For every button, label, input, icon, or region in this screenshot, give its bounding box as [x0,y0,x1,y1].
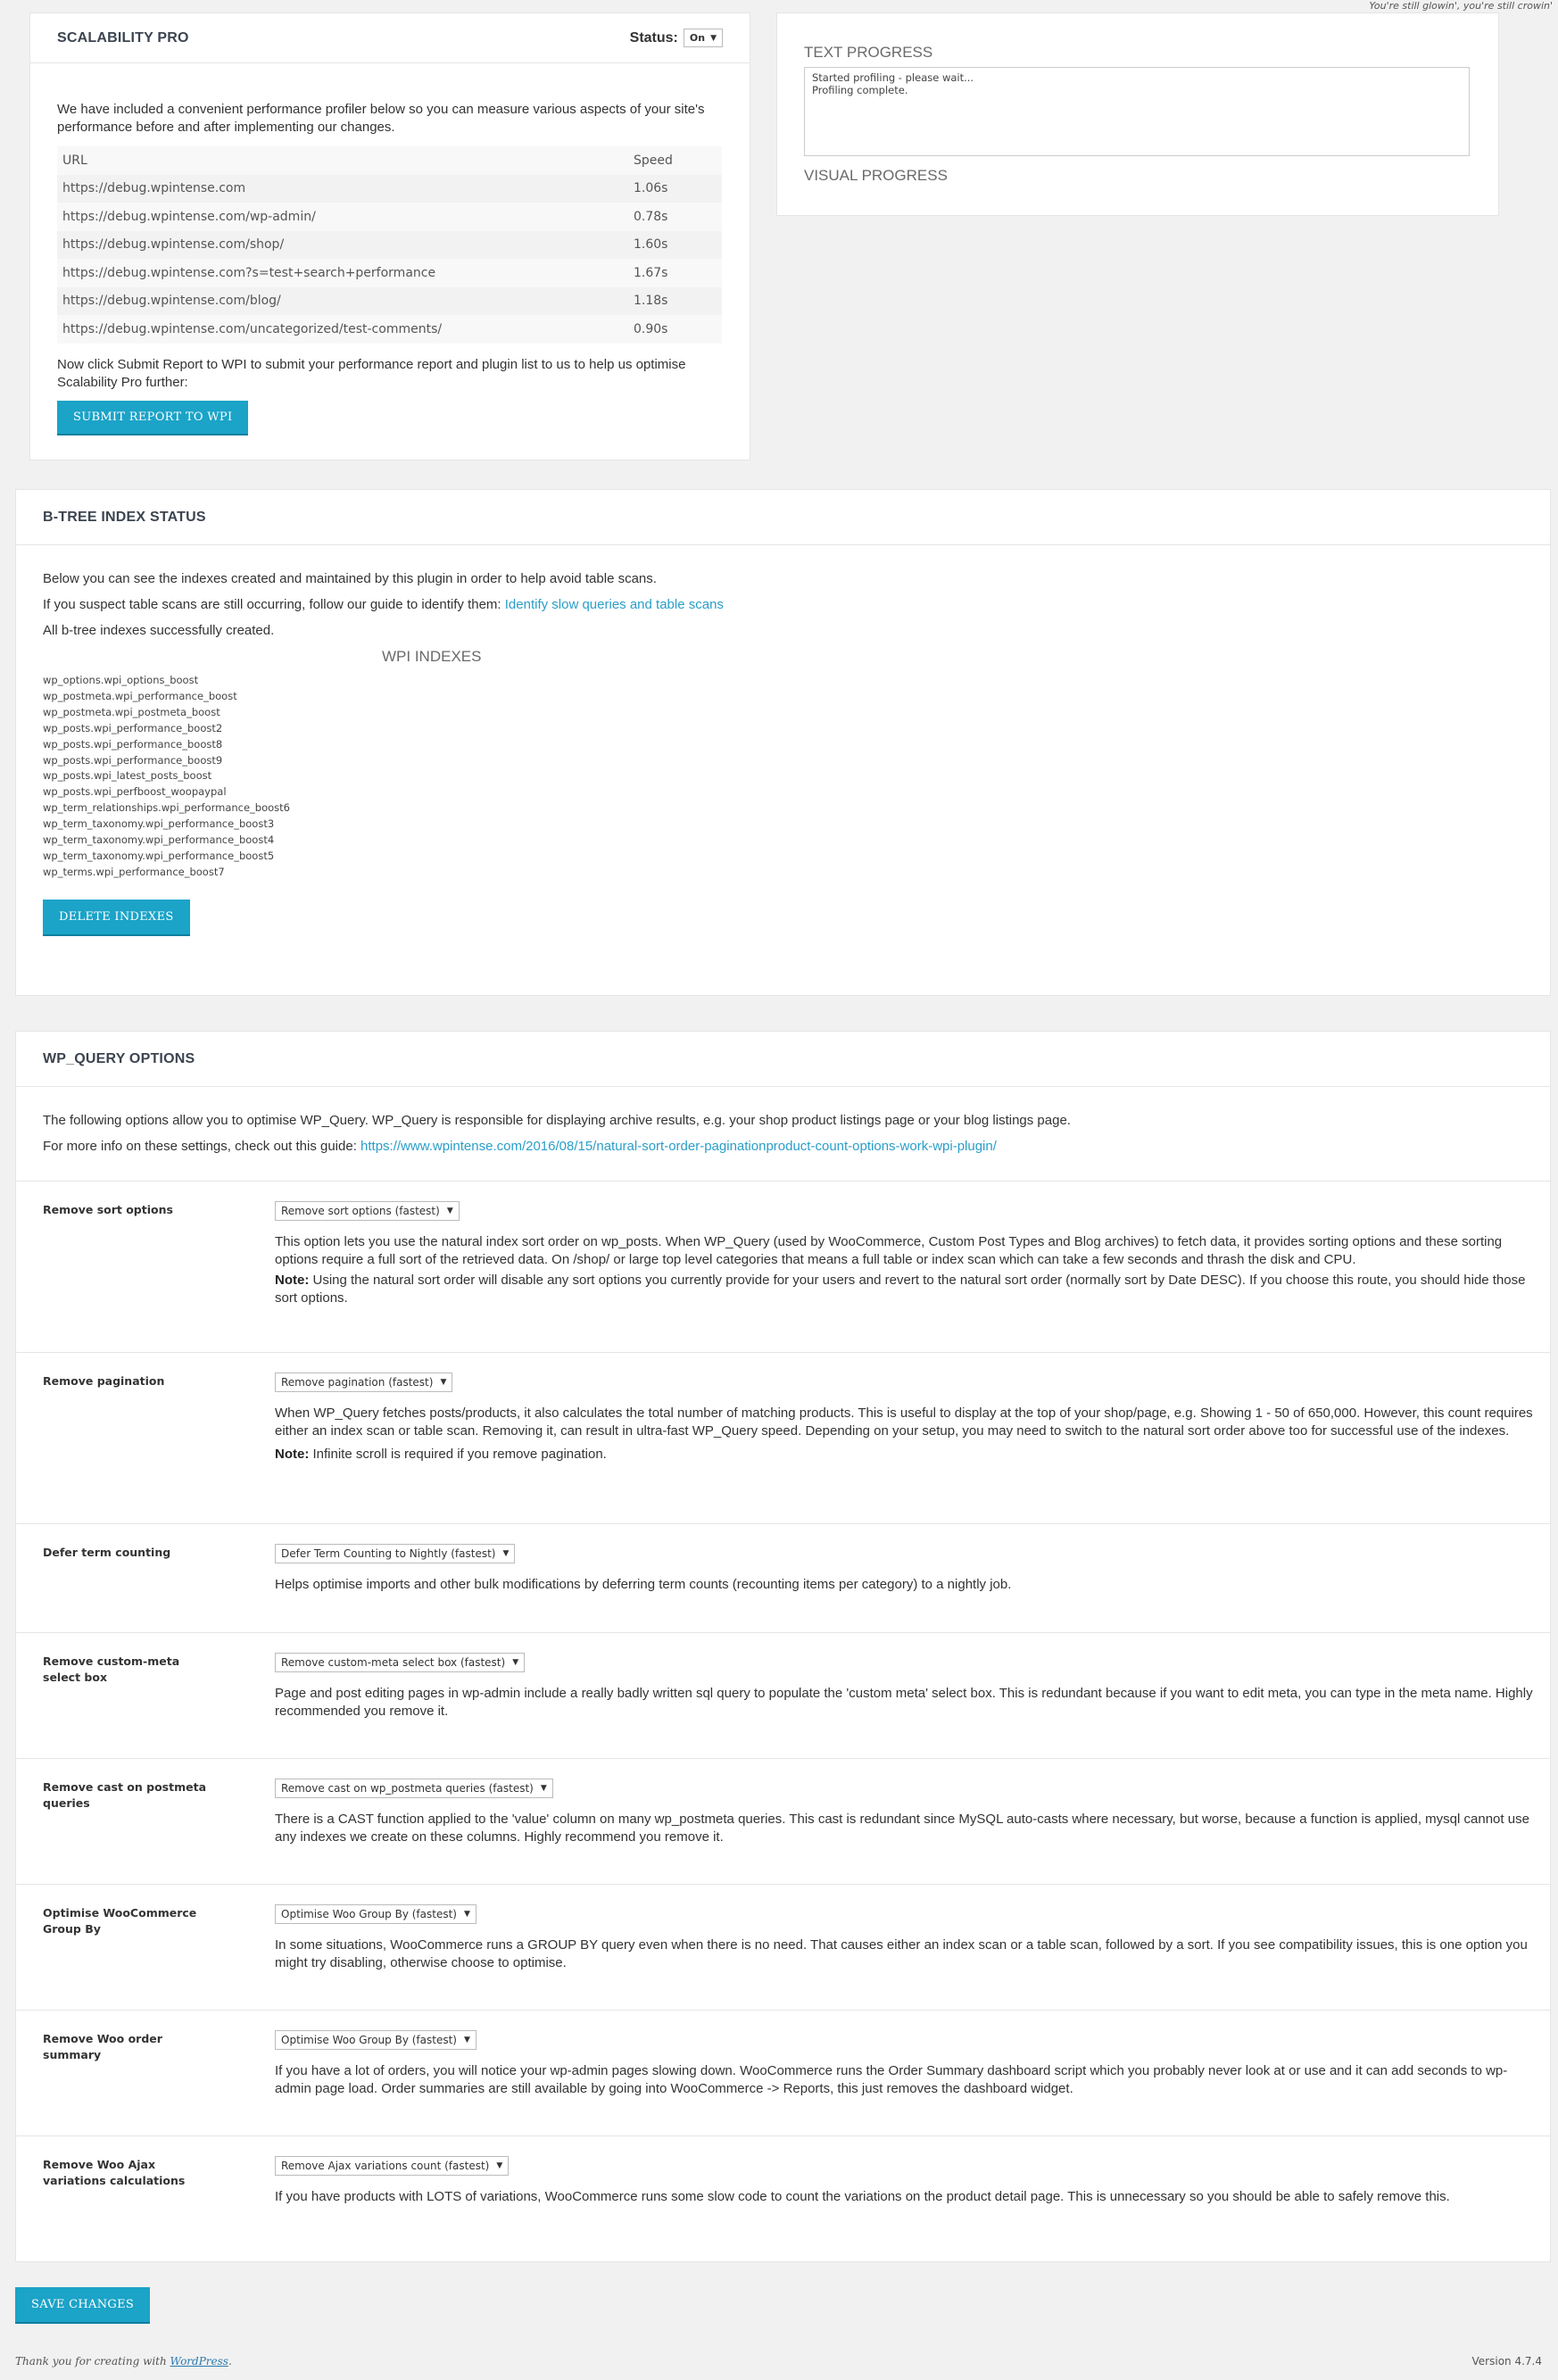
speed-header: Speed [628,146,722,175]
option-woo-order-summary [16,2011,1550,2136]
wpquery-card [15,1031,1551,2262]
note-text: Infinite scroll is required if you remove pagination. [309,1447,607,1462]
option-description: If you have a lot of orders, you will notice your wp-admin pages slowing down. WooCommerce runs the Order Summary dashboard script which you probably never look at or use and it can add seconds to wp-admin page load. Order summaries are still available by going into WooCommerce -> Reports, this just removes the dashboard widget. [275,2063,1508,2096]
option-woo-ajax-variations [16,2136,1550,2262]
card-title: WP_QUERY OPTIONS [43,1050,195,1066]
dropdown-arrow-icon: ▼ [496,2161,503,2170]
option-description: There is a CAST function applied to the 'value' column on many wp_postmeta queries. This cast is redundant since MySQL auto-casts where necessary, but worse, because a function is applied, mysql cannot use any indexes we create on these columns. Highly recommend you remove it. [275,1812,1529,1845]
identify-slow-queries-link[interactable]: Identify slow queries and table scans [504,597,724,612]
list-item: wp_term_taxonomy.wpi_performance_boost3 [43,817,275,831]
woo-order-summary-select[interactable] [275,2030,477,2050]
row-speed: 1.67s [628,259,722,287]
table-header-row [57,146,722,175]
table-row [57,175,722,203]
defer-term-counting-select[interactable] [275,1544,515,1563]
woo-ajax-variations-select[interactable] [275,2156,509,2176]
status-select[interactable] [684,29,723,47]
select-value: Remove custom-meta select box (fastest) [281,1656,506,1669]
visual-progress-label: VISUAL PROGRESS [804,167,948,184]
footer-version: Version 4.7.4 [1471,2355,1542,2368]
option-remove-cast [16,1759,1550,1885]
remove-cast-select[interactable] [275,1779,553,1798]
option-label: Remove pagination [43,1374,165,1388]
option-description: Page and post editing pages in wp-admin include a really badly written sql query to populate the 'custom meta' select box. This is redundant because if you want to edit meta, you can type in the meta name. Highly recommended you remove it. [275,1686,1533,1719]
wpquery-intro: The following options allow you to optimise WP_Query. WP_Query is responsible for displaying archive results, e.g. your shop product listings page or your blog listings page. [43,1113,1071,1128]
option-description: When WP_Query fetches posts/products, it also calculates the total number of matching products. This is useful to display at the top of your shop/page, e.g. Showing 1 - 50 of 650,000. However, this count requires either an index scan or table scan. Removing it, can result in ultra-fast WP_Query speed. Depending on your setup, you may need to switch to the natural sort order above too for successful use of the indexes. [275,1406,1533,1439]
option-remove-pagination [16,1353,1550,1524]
option-woo-group-by [16,1885,1550,2011]
btree-card [15,489,1551,996]
footer-period: . [228,2355,232,2368]
remove-sort-select[interactable] [275,1201,460,1221]
table-row [57,259,722,287]
list-item: wp_postmeta.wpi_performance_boost [43,689,237,702]
text-progress-area[interactable] [804,67,1470,156]
select-value: Optimise Woo Group By (fastest) [281,2034,457,2046]
list-item: wp_term_taxonomy.wpi_performance_boost4 [43,833,275,847]
option-label: Optimise WooCommerce Group By [43,1906,197,1936]
btree-intro: Below you can see the indexes created and maintained by this plugin in order to help avoid table scans. [43,571,657,586]
dropdown-arrow-icon: ▼ [463,1910,470,1919]
option-description: This option lets you use the natural index sort order on wp_posts. When WP_Query (used by WooCommerce, Custom Post Types and Blog archives) to fetch data, it provides sorting options and these sorting options require a full sort of the retrieved data. On /shop/ or large top level categories that means a full table or index scan which can take a few seconds and thrash the disk and CPU. [275,1234,1503,1267]
dropdown-arrow-icon: ▼ [512,1658,519,1667]
remove-pagination-select[interactable] [275,1372,452,1392]
table-row [57,315,722,344]
row-url: https://debug.wpintense.com/uncategorized/test-comments/ [57,315,628,344]
row-speed: 1.60s [628,231,722,260]
option-label: Remove custom-meta select box [43,1654,180,1684]
list-item: wp_posts.wpi_latest_posts_boost [43,769,212,783]
row-url: https://debug.wpintense.com [57,175,628,203]
row-url: https://debug.wpintense.com/wp-admin/ [57,203,628,231]
woo-group-by-select[interactable] [275,1904,477,1924]
dropdown-arrow-icon: ▼ [710,33,717,43]
option-remove-custom-meta [16,1633,1550,1759]
dropdown-arrow-icon: ▼ [540,1784,547,1793]
scalability-pro-card [29,12,750,460]
row-speed: 0.78s [628,203,722,231]
table-row [57,231,722,260]
footer-credit-text: Thank you for creating with [15,2355,170,2368]
profiler-intro: We have included a convenient performance profiler below so you can measure various aspects of your site's performance before and after implementing our changes. [57,102,705,135]
select-value: Remove pagination (fastest) [281,1376,434,1389]
submit-instructions: Now click Submit Report to WPI to submit your performance report and plugin list to us to help us optimise Scalability Pro further: [57,357,686,390]
dropdown-arrow-icon: ▼ [463,2036,470,2044]
option-description: In some situations, WooCommerce runs a GROUP BY query even when there is no need. That causes either an index scan or a table scan, followed by a sort. If you see compatibility issues, this is one option you might try disabling, otherwise choose to optimise. [275,1937,1528,1970]
option-note [275,1446,1542,1464]
table-row [57,203,722,231]
option-note [275,1272,1542,1306]
card-title: B-TREE INDEX STATUS [43,509,206,525]
status-control [630,29,723,47]
list-item: wp_posts.wpi_perfboost_woopaypal [43,785,227,799]
list-item: wp_term_relationships.wpi_performance_boost6 [43,801,290,815]
guide-link[interactable]: https://www.wpintense.com/2016/08/15/natural-sort-order-paginationproduct-count-options-work-wpi-plugin/ [360,1139,997,1154]
speed-table [57,146,722,344]
save-changes-button[interactable]: SAVE CHANGES [15,2287,150,2324]
list-item: wp_postmeta.wpi_postmeta_boost [43,705,220,718]
select-value: Remove Ajax variations count (fastest) [281,2160,490,2172]
list-item: wp_terms.wpi_performance_boost7 [43,865,225,878]
select-value: Defer Term Counting to Nightly (fastest) [281,1547,496,1560]
footer-credit [15,2355,232,2368]
wpi-indexes-heading: WPI INDEXES [382,648,482,665]
remove-custom-meta-select[interactable] [275,1653,525,1672]
select-value: Remove cast on wp_postmeta queries (fastest) [281,1782,534,1795]
row-url: https://debug.wpintense.com/blog/ [57,287,628,316]
btree-guide [43,596,724,614]
url-header: URL [57,146,628,175]
option-defer-term-counting [16,1524,1550,1633]
note-text: Using the natural sort order will disable any sort options you currently provide for your users and revert to the natural sort order (normally sort by Date DESC). If you choose this route, you should hide those sort options. [275,1273,1526,1306]
submit-report-button[interactable]: SUBMIT REPORT TO WPI [57,401,248,435]
progress-card [776,12,1499,216]
list-item: wp_options.wpi_options_boost [43,674,199,686]
row-speed: 0.90s [628,315,722,344]
card-title: SCALABILITY PRO [57,29,189,46]
dropdown-arrow-icon: ▼ [502,1549,510,1558]
option-label: Remove cast on postmeta queries [43,1780,207,1810]
option-description: Helps optimise imports and other bulk modifications by deferring term counts (recounting items per category) to a nightly job. [275,1577,1012,1592]
wordpress-link[interactable]: WordPress [170,2355,228,2368]
status-label: Status: [629,29,678,46]
select-value: Optimise Woo Group By (fastest) [281,1908,457,1920]
btree-guide-text: If you suspect table scans are still occurring, follow our guide to identify them: [43,597,505,612]
list-item: wp_posts.wpi_performance_boost2 [43,721,223,734]
dropdown-arrow-icon: ▼ [440,1378,447,1387]
table-row [57,287,722,316]
note-label: Note: [275,1273,310,1288]
delete-indexes-button[interactable]: DELETE INDEXES [43,900,190,936]
select-value: Remove sort options (fastest) [281,1205,440,1217]
note-label: Note: [275,1447,310,1462]
list-item: wp_posts.wpi_performance_boost8 [43,737,223,750]
option-label: Remove Woo order summary [43,2032,162,2061]
row-url: https://debug.wpintense.com?s=test+search+performance [57,259,628,287]
row-url: https://debug.wpintense.com/shop/ [57,231,628,260]
option-description: If you have products with LOTS of variations, WooCommerce runs some slow code to count the variations on the product detail page. This is unnecessary so you should be able to safely remove this. [275,2189,1450,2204]
index-list [43,673,290,881]
option-label: Remove Woo Ajax variations calculations [43,2158,186,2187]
list-item: wp_posts.wpi_performance_boost9 [43,753,223,767]
option-label: Defer term counting [43,1546,171,1559]
btree-status: All b-tree indexes successfully created. [43,623,275,638]
row-speed: 1.18s [628,287,722,316]
text-progress-label: TEXT PROGRESS [804,44,933,61]
dropdown-arrow-icon: ▼ [446,1207,453,1215]
option-remove-sort [16,1182,1550,1353]
top-right-lyric: You're still glowin', you're still crowin' [1369,0,1553,12]
wpquery-guide-text: For more info on these settings, check out this guide: [43,1139,361,1154]
list-item: wp_term_taxonomy.wpi_performance_boost5 [43,849,275,862]
status-value: On [689,32,706,44]
row-speed: 1.06s [628,175,722,203]
wpquery-guide [43,1138,997,1156]
option-label: Remove sort options [43,1203,173,1216]
